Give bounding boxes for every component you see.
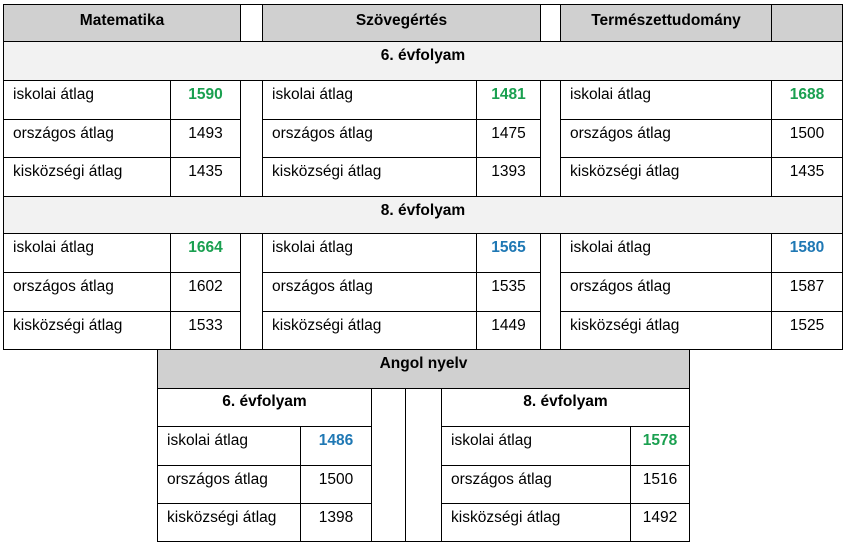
band-label: 6. évfolyam	[380, 47, 466, 64]
row-label-text: kisközségi átlag	[570, 163, 680, 180]
spacer	[540, 4, 561, 42]
value-cell	[630, 503, 690, 542]
row-label	[262, 272, 477, 312]
value-cell	[771, 119, 843, 158]
value: 1578	[642, 432, 678, 449]
value: 1580	[789, 239, 825, 256]
value-cell	[476, 272, 541, 312]
row-label	[560, 233, 772, 273]
row-label	[441, 503, 631, 542]
spacer	[240, 4, 263, 42]
value: 1533	[188, 317, 223, 334]
value: 1590	[188, 86, 223, 103]
header-blank	[771, 4, 843, 42]
value: 1481	[491, 86, 526, 103]
row-label-text: országos átlag	[13, 125, 114, 142]
row-label	[3, 80, 171, 120]
value: 1435	[789, 163, 825, 180]
value-cell	[170, 119, 241, 158]
value: 1492	[642, 509, 678, 526]
row-label	[262, 119, 477, 158]
value: 1486	[318, 432, 354, 449]
band-label: 8. évfolyam	[380, 202, 466, 219]
row-label	[262, 233, 477, 273]
row-label-text: iskolai átlag	[272, 239, 353, 256]
row-label-text: iskolai átlag	[167, 432, 248, 449]
row-label	[560, 119, 772, 158]
row-label	[262, 157, 477, 197]
sub-label: 6. évfolyam	[222, 393, 307, 410]
band-grade8	[3, 196, 843, 234]
row-label-text: kisközségi átlag	[167, 509, 277, 526]
row-label-text: iskolai átlag	[570, 239, 651, 256]
row-label	[3, 272, 171, 312]
row-label-text: kisközségi átlag	[13, 163, 123, 180]
value-cell	[170, 311, 241, 350]
header-label: Matematika	[79, 12, 165, 29]
value: 1535	[491, 278, 526, 295]
value: 1500	[789, 125, 825, 142]
value-cell	[170, 233, 241, 273]
row-label-text: országos átlag	[167, 471, 268, 488]
row-label-text: iskolai átlag	[13, 239, 94, 256]
header-angol-nyelv	[157, 349, 690, 389]
value: 1435	[188, 163, 223, 180]
header-label: Angol nyelv	[379, 355, 468, 372]
spacer	[540, 80, 561, 197]
value-cell	[771, 157, 843, 197]
value-cell	[476, 157, 541, 197]
header-label: Természettudomány	[591, 12, 741, 29]
value-cell	[300, 465, 372, 504]
row-label	[262, 311, 477, 350]
value-cell	[300, 503, 372, 542]
value-cell	[476, 233, 541, 273]
value: 1393	[491, 163, 526, 180]
band-grade6	[3, 41, 843, 81]
row-label	[560, 80, 772, 120]
sub-label: 8. évfolyam	[523, 393, 608, 410]
row-label-text: országos átlag	[272, 278, 373, 295]
row-label	[3, 233, 171, 273]
value: 1516	[642, 471, 678, 488]
row-label-text: országos átlag	[272, 125, 373, 142]
spacer	[371, 388, 406, 542]
value-cell	[771, 311, 843, 350]
row-label	[157, 503, 301, 542]
value-cell	[476, 119, 541, 158]
value: 1565	[491, 239, 526, 256]
english-grade8-header	[441, 388, 690, 427]
row-label	[560, 311, 772, 350]
value-cell	[630, 465, 690, 504]
value-cell	[476, 311, 541, 350]
row-label-text: országos átlag	[570, 125, 671, 142]
row-label-text: iskolai átlag	[13, 86, 94, 103]
value: 1398	[318, 509, 354, 526]
value-cell	[771, 80, 843, 120]
value: 1475	[491, 125, 526, 142]
value: 1525	[789, 317, 825, 334]
value: 1500	[318, 471, 354, 488]
row-label	[3, 311, 171, 350]
spacer	[405, 388, 442, 542]
row-label-text: iskolai átlag	[451, 432, 532, 449]
value-cell	[300, 426, 372, 466]
row-label	[262, 80, 477, 120]
row-label-text: iskolai átlag	[272, 86, 353, 103]
row-label	[560, 157, 772, 197]
header-label: Szövegértés	[355, 12, 448, 29]
value: 1664	[188, 239, 223, 256]
value-cell	[170, 80, 241, 120]
spacer	[240, 233, 263, 350]
row-label-text: országos átlag	[451, 471, 552, 488]
value-cell	[170, 272, 241, 312]
spacer	[540, 233, 561, 350]
row-label-text: kisközségi átlag	[13, 317, 123, 334]
row-label	[157, 465, 301, 504]
spacer	[240, 80, 263, 197]
row-label	[560, 272, 772, 312]
value-cell	[476, 80, 541, 120]
row-label-text: iskolai átlag	[570, 86, 651, 103]
row-label-text: országos átlag	[570, 278, 671, 295]
header-matematika	[3, 4, 241, 42]
value: 1602	[188, 278, 223, 295]
value-cell	[771, 272, 843, 312]
header-termeszettudomany	[560, 4, 772, 42]
row-label-text: kisközségi átlag	[451, 509, 561, 526]
row-label-text: országos átlag	[13, 278, 114, 295]
value-cell	[771, 233, 843, 273]
value: 1449	[491, 317, 526, 334]
value-cell	[630, 426, 690, 466]
header-szovegertes	[262, 4, 541, 42]
row-label	[441, 426, 631, 466]
value: 1587	[789, 278, 825, 295]
value: 1688	[789, 86, 825, 103]
value-cell	[170, 157, 241, 197]
row-label	[3, 119, 171, 158]
english-grade6-header	[157, 388, 372, 427]
row-label-text: kisközségi átlag	[570, 317, 680, 334]
row-label	[157, 426, 301, 466]
row-label	[3, 157, 171, 197]
row-label-text: kisközségi átlag	[272, 317, 382, 334]
row-label	[441, 465, 631, 504]
value: 1493	[188, 125, 223, 142]
row-label-text: kisközségi átlag	[272, 163, 382, 180]
